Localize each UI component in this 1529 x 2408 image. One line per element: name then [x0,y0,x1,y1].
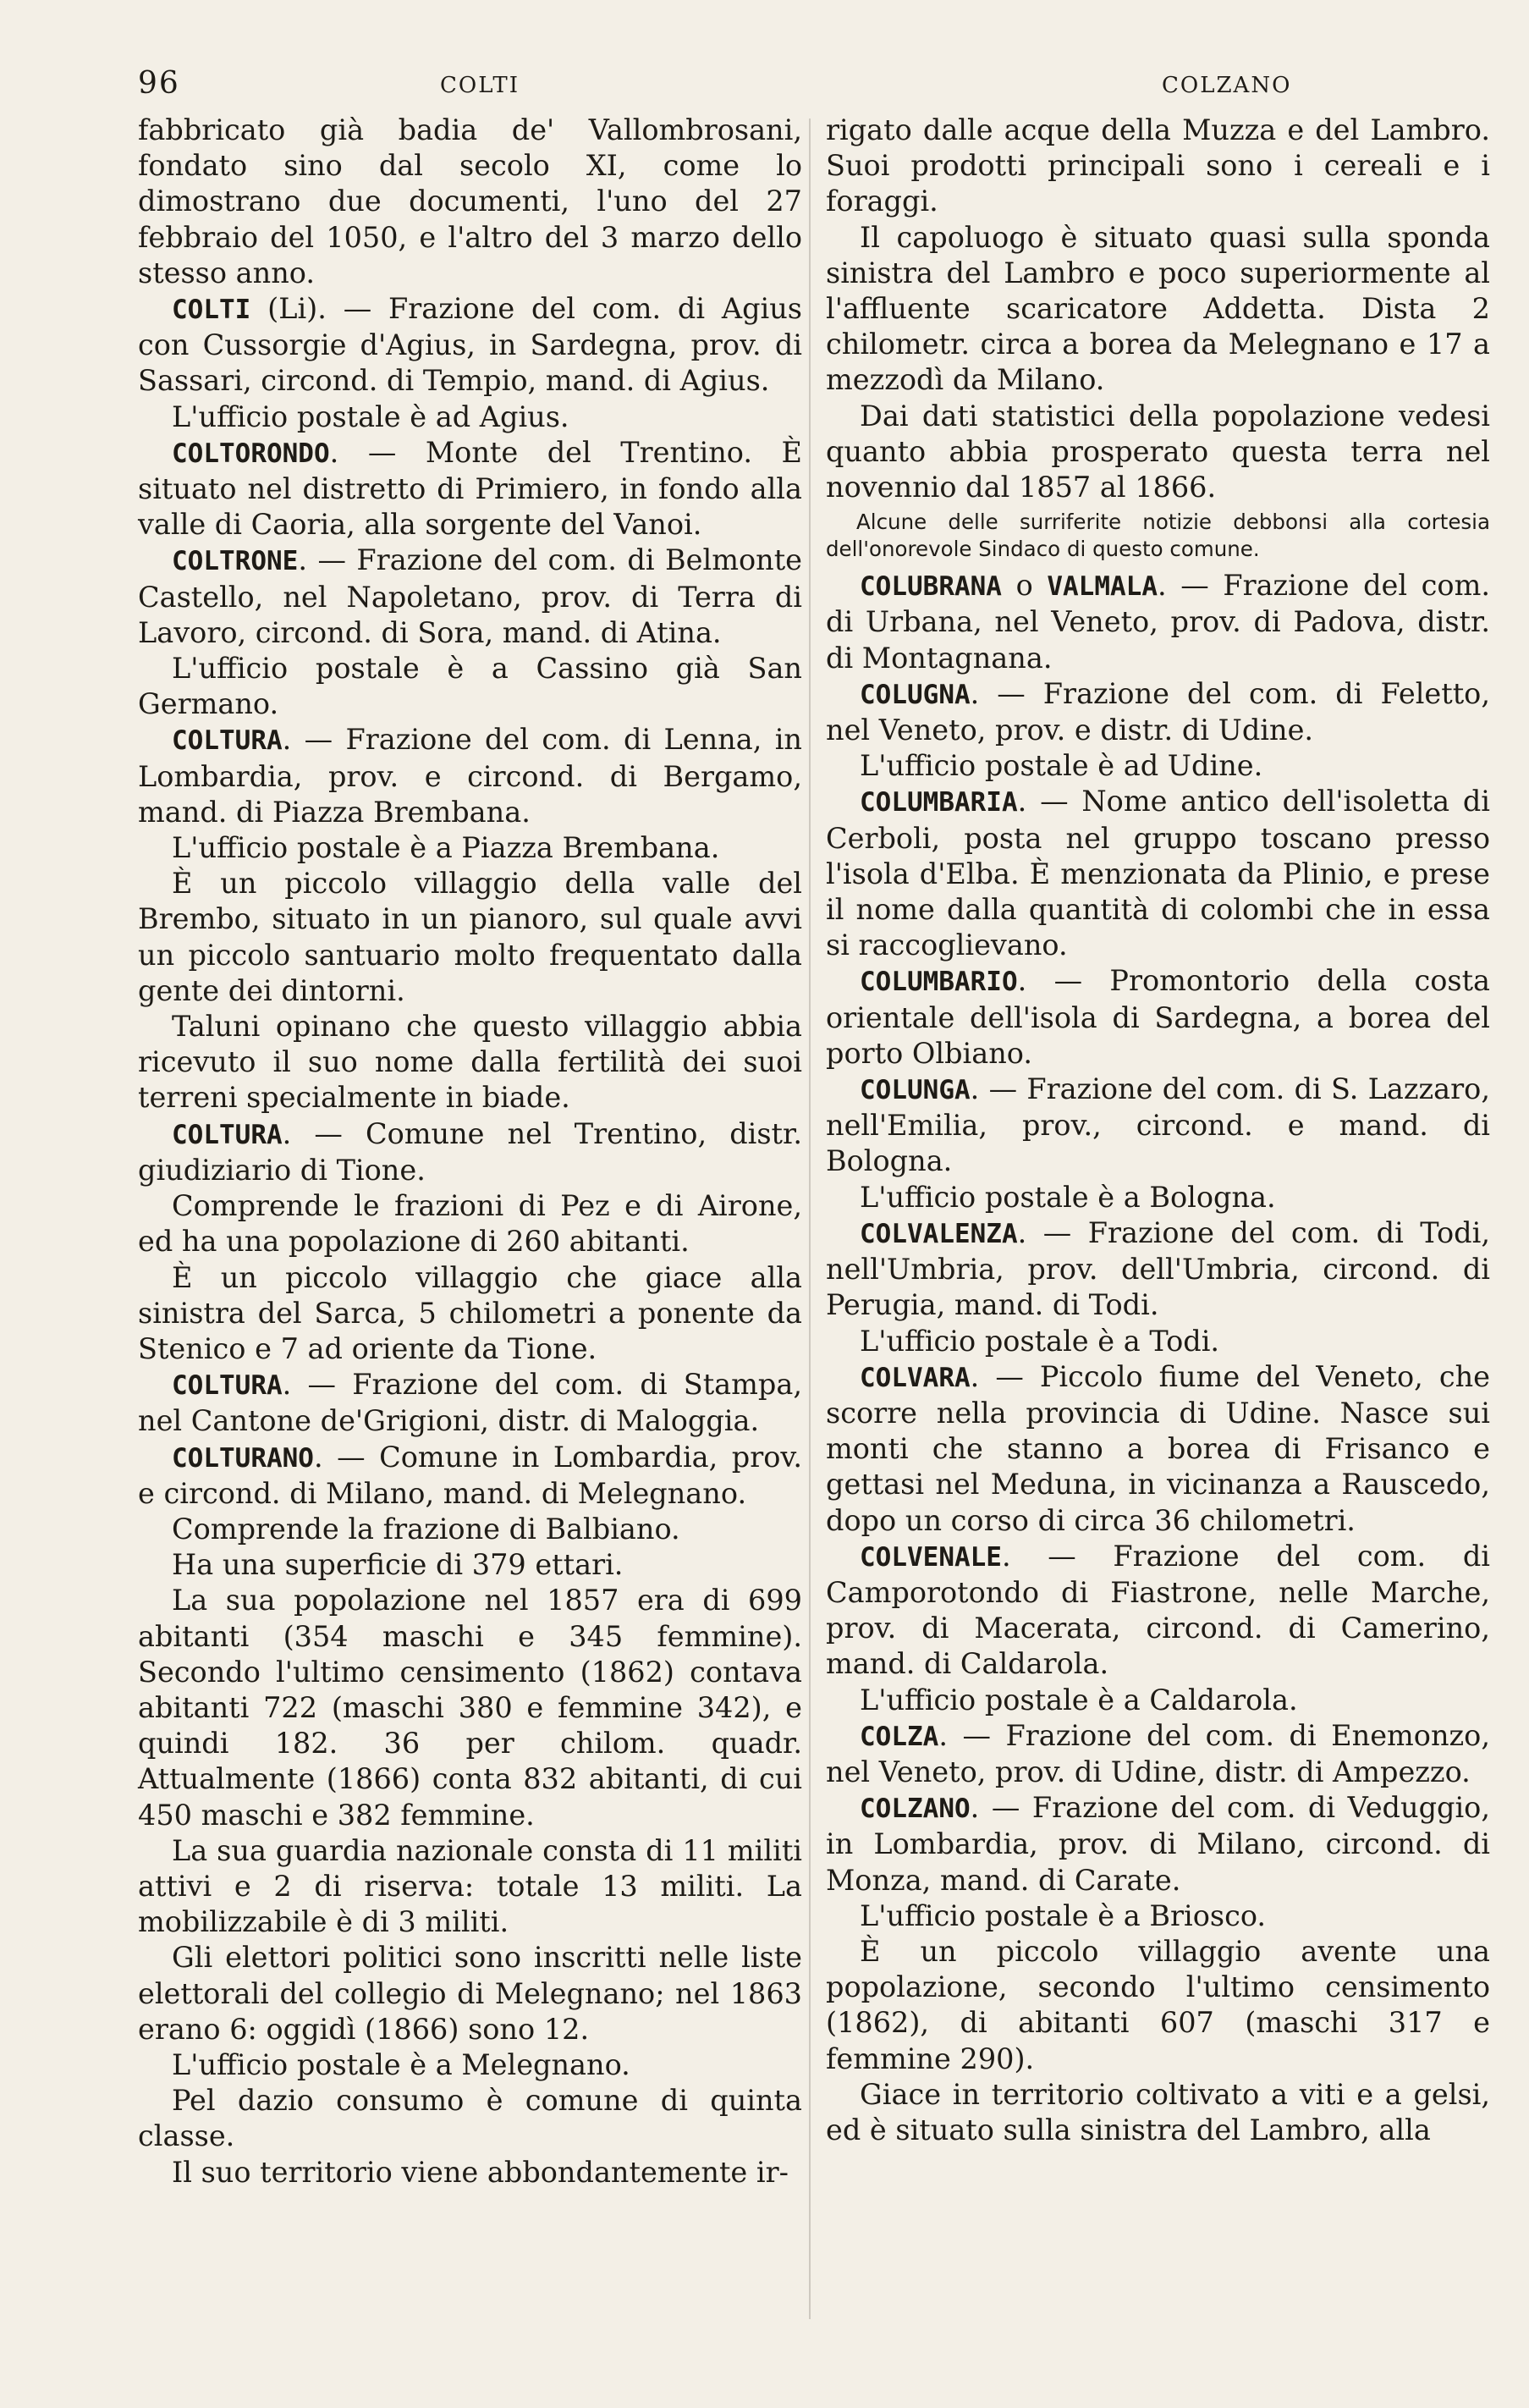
paragraph [826,1324,1490,1359]
entry-text: fabbricato già badia de' Vallombrosani, fondato sino dal secolo XI, come lo dimostrano due documenti, l'uno del 27 febbraio del 1050, e l'altro del 3 marzo dello stesso anno. [138,113,802,289]
paragraph [138,830,802,866]
entry-text: Comprende le frazioni di Pez e di Airone, ed ha una popolazione di 260 abitanti. [138,1189,802,1259]
entry-text: . — Frazione del com. di S. Lazzaro, nell'Emilia, prov., circond. e mand. di Bologna. [826,1072,1490,1178]
entry-text: È un piccolo villaggio della valle del Brembo, situato in un pianoro, sul quale avvi un piccolo santuario molto frequentato dalla gente dei dintorni. [138,867,802,1007]
entry-text: Dai dati statistici della popolazione vedesi quanto abbia prosperato questa terra nel novennio dal 1857 al 1866. [826,399,1490,504]
paragraph [138,1512,802,1547]
dictionary-entry [826,1790,1490,1898]
left-column [138,113,802,2190]
right-column [826,113,1490,2148]
entry-text: Taluni opinano che questo villaggio abbia ricevuto il suo nome dalla fertilità dei suoi terreni specialmente in biade. [138,1010,802,1115]
entry-text: . — Promontorio della costa orientale dell'isola di Sardegna, a borea del porto Olbiano. [826,964,1490,1070]
headword-alt: VALMALA [1047,571,1158,603]
paragraph [826,2077,1490,2148]
entry-text: L'ufficio postale è a Piazza Brembana. [172,831,720,865]
paragraph [826,220,1490,399]
entry-text: rigato dalle acque della Muzza e del Lambro. Suoi prodotti principali sono i cereali e i foraggi. [826,113,1490,218]
column-divider [809,118,811,2319]
headword: COLTI [172,295,251,326]
entry-text: . — Nome antico dell'isoletta di Cerboli, posta nel gruppo toscano presso l'isola d'Elba. È menzionata da Plinio, e prese il nome dalla quantità di colombi che in essa si raccoglievano. [826,785,1490,962]
entry-text: (Li). — Frazione del com. di Agius con Cussorgie d'Agius, in Sardegna, prov. di Sassari, circond. di Tempio, mand. di Agius. [138,292,802,398]
headword: COLVALENZA [860,1218,1018,1249]
entry-text: . — Frazione del com. di Enemonzo, nel Veneto, prov. di Udine, distr. di Ampezzo. [826,1718,1490,1788]
running-head-right: COLZANO [1162,73,1292,98]
paragraph [826,113,1490,220]
headword: COLZA [860,1721,939,1752]
entry-text: Il suo territorio viene abbondantemente ir- [172,2155,789,2189]
entry-text: . — Frazione del com. di Veduggio, in Lombardia, prov. di Milano, circond. di Monza, mand. di Carate. [826,1791,1490,1897]
paragraph [138,2047,802,2083]
running-head-left: COLTI [440,73,520,98]
dictionary-entry [826,1072,1490,1180]
dictionary-entry [826,1215,1490,1324]
entry-text: Gli elettori politici sono inscritti nelle liste elettorali del collegio di Melegnano; nel 1863 erano 6: oggidì (1866) sono 12. [138,1941,802,2046]
headword: COLVARA [860,1362,971,1393]
headword: COLTORONDO [172,438,330,469]
entry-text: L'ufficio postale è a Cassino già San Germano. [138,652,802,721]
headword: COLTURA [172,725,283,757]
entry-text: . — Frazione del com. di Camporotondo di Fiastrone, nelle Marche, prov. di Macerata, circond. di Camerino, mand. di Caldarola. [826,1539,1490,1681]
dictionary-entry [138,435,802,543]
dictionary-entry [138,543,802,651]
headword: COLUBRANA [860,571,1002,603]
paragraph [138,2155,802,2190]
paragraph [826,1898,1490,1934]
paragraph [138,1547,802,1583]
entry-text: o [1001,569,1048,603]
entry-text: L'ufficio postale è ad Udine. [860,749,1263,783]
paragraph [138,866,802,1009]
dictionary-entry [138,722,802,830]
dictionary-entry [138,291,802,399]
paragraph [826,399,1490,506]
entry-text: . — Comune nel Trentino, distr. giudiziario di Tione. [138,1116,802,1187]
dictionary-entry [826,568,1490,676]
page-header [0,66,1529,117]
headword: COLTURA [172,1119,283,1150]
entry-text: L'ufficio postale è a Todi. [860,1324,1220,1358]
headword: COLVENALE [860,1541,1002,1573]
entry-text: L'ufficio postale è ad Agius. [172,399,569,433]
entry-text: . — Frazione del com. di Feletto, nel Veneto, prov. e distr. di Udine. [826,676,1490,747]
entry-text: La sua guardia nazionale consta di 11 militi attivi e 2 di riserva: totale 13 militi. La mobilizzabile è di 3 militi. [138,1833,802,1939]
paragraph [138,1940,802,2047]
entry-text-rest: . — Frazione del com. di Urbana, nel Veneto, prov. di Padova, distr. di Montagnana. [826,569,1490,675]
entry-text: È un piccolo villaggio avente una popolazione, secondo l'ultimo censimento (1862), di abitanti 607 (maschi 317 e femmine 290). [826,1934,1490,2075]
headword: COLUMBARIO [860,967,1018,998]
entry-text: L'ufficio postale è a Bologna. [860,1180,1276,1214]
paragraph [138,113,802,291]
paragraph [138,1009,802,1116]
entry-text: . — Piccolo fiume del Veneto, che scorre nella provincia di Udine. Nasce sui monti che stanno a borea di Frisanco e gettasi nel Meduna, in vicinanza a Rauscedo, dopo un corso di circa 36 chilometri. [826,1359,1490,1537]
headword: COLTURA [172,1370,283,1402]
entry-text: Ha una superficie di 379 ettari. [172,1548,624,1582]
entry-text: Il capoluogo è situato quasi sulla sponda sinistra del Lambro e poco superiormente al l'affluente scaricatore Addetta. Dista 2 chilometr. circa a borea da Melegnano e 17 a mezzodì da Milano. [826,220,1490,397]
entry-text: Comprende la frazione di Balbiano. [172,1512,680,1546]
entry-text: . — Comune in Lombardia, prov. e circond. di Milano, mand. di Melegnano. [138,1440,802,1510]
dictionary-entry [826,676,1490,748]
entry-text: . — Frazione del com. di Belmonte Castello, nel Napoletano, prov. di Terra di Lavoro, circond. di Sora, mand. di Atina. [138,543,802,649]
headword: COLTURANO [172,1442,314,1474]
headword: COLZANO [860,1794,971,1825]
paragraph [138,1260,802,1368]
entry-text: È un piccolo villaggio che giace alla sinistra del Sarca, 5 chilometri a ponente da Stenico e 7 ad oriente da Tione. [138,1260,802,1365]
paragraph [138,1188,802,1259]
headword: COLUMBARIA [860,787,1018,818]
paragraph [826,1683,1490,1718]
entry-text: . — Frazione del com. di Stampa, nel Cantone de'Grigioni, distr. di Maloggia. [138,1368,802,1438]
paragraph [826,748,1490,784]
dictionary-entry [826,963,1490,1072]
headword: COLTRONE [172,546,299,577]
entry-text: . — Frazione del com. di Todi, nell'Umbria, prov. dell'Umbria, circond. di Perugia, mand. di Todi. [826,1215,1490,1322]
headword: COLUNGA [860,1075,971,1106]
paragraph [826,1934,1490,2077]
paragraph [138,2083,802,2154]
headword: COLUGNA [860,679,971,710]
page-number: 96 [138,66,180,101]
entry-text: L'ufficio postale è a Briosco. [860,1898,1267,1932]
entry-text: Pel dazio consumo è comune di quinta classe. [138,2084,802,2153]
dictionary-entry [826,1539,1490,1683]
paragraph [138,1833,802,1941]
dictionary-entry [826,1718,1490,1790]
footnote [826,509,1490,563]
entry-text: L'ufficio postale è a Caldarola. [860,1683,1298,1716]
entry-text: L'ufficio postale è a Melegnano. [172,2047,630,2081]
paragraph [138,1583,802,1832]
entry-text: Alcune delle surriferite notizie debbonsi alla cortesia dell'onorevole Sindaco di questo comune. [826,510,1490,562]
paragraph [138,651,802,722]
entry-text: Giace in territorio coltivato a viti e a gelsi, ed è situato sulla sinistra del Lambro, alla [826,2077,1490,2146]
entry-text: . — Frazione del com. di Lenna, in Lombardia, prov. e circond. di Bergamo, mand. di Piazza Brembana. [138,723,802,829]
entry-text: La sua popolazione nel 1857 era di 699 abitanti (354 maschi e 345 femmine). Secondo l'ultimo censimento (1862) contava abitanti 722 (maschi 380 e femmine 342), e quindi 182. 36 per chilom. quadr. Attualmente (1866) conta 832 abitanti, di cui 450 maschi e 382 femmine. [138,1584,802,1832]
dictionary-entry [138,1440,802,1512]
dictionary-entry [826,784,1490,963]
entry-text: . — Monte del Trentino. È situato nel distretto di Primiero, in fondo alla valle di Caoria, alla sorgente del Vanoi. [138,435,802,542]
dictionary-entry [826,1359,1490,1539]
paragraph [826,1180,1490,1215]
dictionary-entry [138,1367,802,1439]
dictionary-entry [138,1116,802,1188]
paragraph [138,399,802,435]
